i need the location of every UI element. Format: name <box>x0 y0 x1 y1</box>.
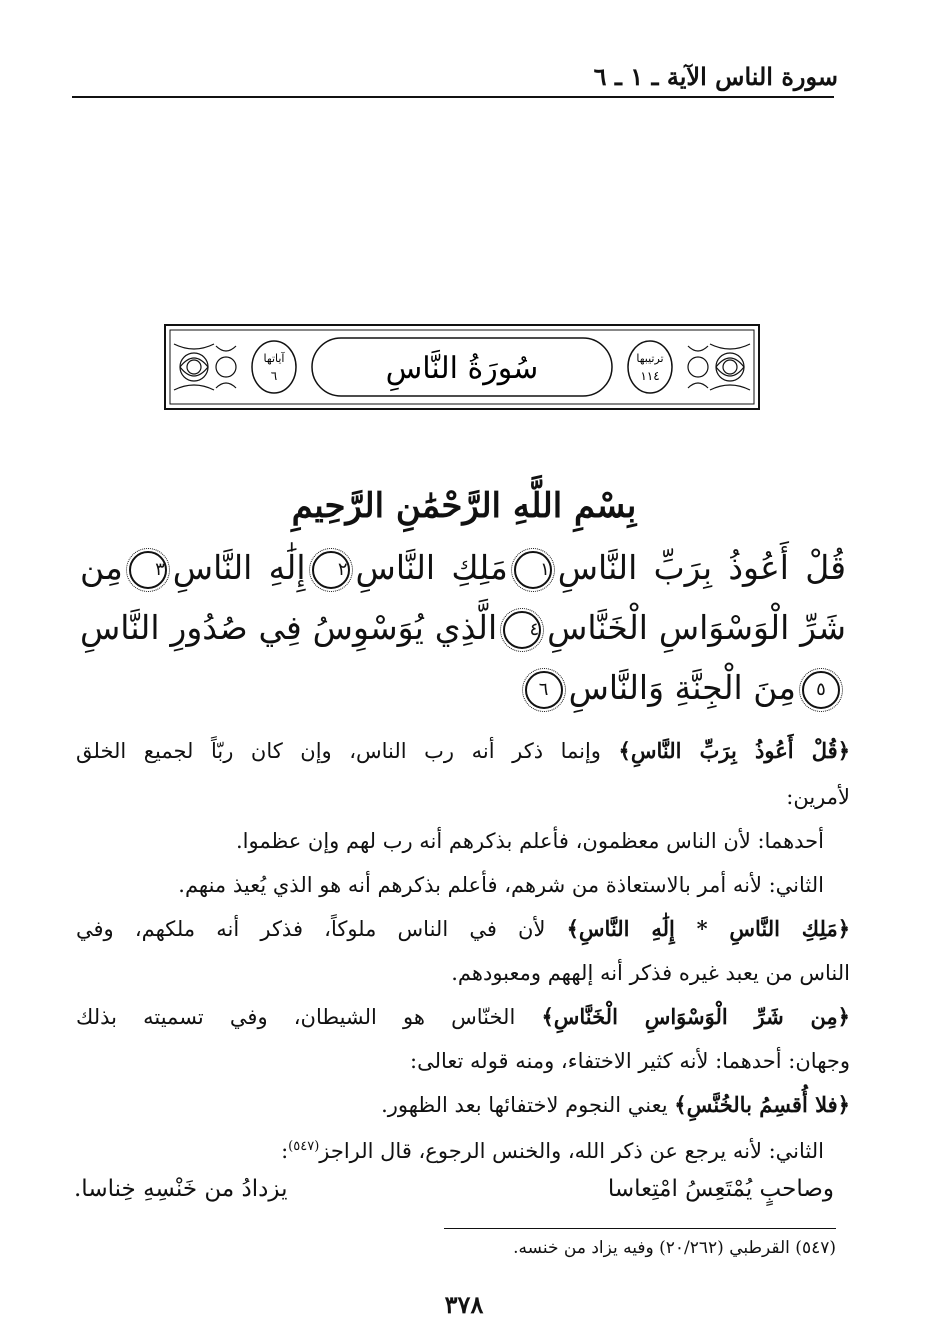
poem-hemistich-1: وصاحبٍ يُمْتَعِسُ امْتِعاسا <box>607 1176 834 1202</box>
verse-text: مَلِكِ النَّاسِ <box>355 548 508 587</box>
verse-line-2 <box>80 608 846 649</box>
quran-quote: ﴿فلا أُقسِمُ بالخُنَّسِ﴾ <box>674 1092 850 1117</box>
tafsir-line: الناس من يعبد غيره فذكر أنه إلههم ومعبودهم. <box>451 961 850 985</box>
tafsir-line <box>381 1090 850 1120</box>
running-header: سورة الناس الآية ـ ١ ـ ٦ <box>593 62 838 91</box>
tafsir-line: الثاني: لأنه أمر بالاستعاذة من شرهم، فأعلم بذكرهم أنه هو الذي يُعيذ منهم. <box>178 873 824 897</box>
ayah-number-6: ٦ <box>525 671 563 709</box>
tafsir-line: لأمرين: <box>786 785 850 809</box>
order-number: ١١٤ <box>640 369 660 383</box>
quran-quote: ﴿مِن شَرِّ الْوَسْوَاسِ الْخَنَّاسِ﴾ <box>541 1004 850 1029</box>
verses-label: آياتها <box>263 352 285 365</box>
quran-quote: ﴿قُلْ أَعُوذُ بِرَبِّ النَّاسِ﴾ <box>618 738 850 763</box>
ornament-left <box>174 344 236 390</box>
ayah-number-3: ٣ <box>129 551 167 589</box>
verse-text: مِنَ الْجِنَّةِ وَالنَّاسِ <box>568 668 796 707</box>
tafsir-line <box>76 736 850 766</box>
tafsir-text: الثاني: لأنه يرجع عن ذكر الله، والخنس الرجوع، قال الراجز <box>319 1139 824 1163</box>
verse-line-1 <box>80 548 846 589</box>
ayah-number-2: ٢ <box>312 551 350 589</box>
tafsir-text: وإنما ذكر أنه رب الناس، وإن كان ربّاً لجميع الخلق <box>76 739 619 763</box>
surah-banner <box>164 324 760 410</box>
tafsir-text: الخنّاس هو الشيطان، وفي تسميته بذلك <box>76 1005 542 1029</box>
tafsir-line <box>281 1132 824 1166</box>
poem-hemistich-2: يزدادُ من خَنْسِهِ خِناسا. <box>74 1176 288 1202</box>
tafsir-text: لأن في الناس ملوكاً، فذكر أنه ملكهم، وفي <box>76 917 567 941</box>
basmala: بِسْمِ اللَّهِ الرَّحْمَٰنِ الرَّحِيمِ <box>291 486 637 526</box>
header-rule <box>72 96 834 98</box>
tafsir-text: يعني النجوم لاختفائها بعد الظهور. <box>381 1093 675 1117</box>
ayah-number-4: ٤ <box>503 611 541 649</box>
ornament-right <box>688 344 750 390</box>
verse-text: الَّذِي يُوَسْوِسُ فِي صُدُورِ النَّاسِ <box>80 608 498 647</box>
order-label: ترتيبها <box>636 352 664 365</box>
ayah-number-1: ١ <box>514 551 552 589</box>
tafsir-line: أحدهما: لأن الناس معظمون، فأعلم بذكرهم أنه رب لهم وإن عظموا. <box>235 829 824 853</box>
verse-text: مِن <box>80 548 123 587</box>
verse-line-3 <box>519 668 846 709</box>
page-number: ٣٧٨ <box>444 1290 484 1319</box>
tafsir-line: وجهان: أحدهما: لأنه كثير الاختفاء، ومنه قوله تعالى: <box>410 1049 850 1073</box>
verse-text: قُلْ أَعُوذُ بِرَبِّ النَّاسِ <box>557 548 846 587</box>
tafsir-line <box>76 1002 850 1032</box>
footnote-rule <box>444 1228 836 1229</box>
verse-text: شَرِّ الْوَسْوَاسِ الْخَنَّاسِ <box>547 608 846 647</box>
verses-number: ٦ <box>270 369 278 383</box>
poem-line <box>74 1172 834 1212</box>
quran-quote: ﴿مَلِكِ النَّاسِ * إِلَٰهِ النَّاسِ﴾ <box>566 916 851 941</box>
ayah-number-5: ٥ <box>802 671 840 709</box>
surah-title: سُورَةُ النَّاسِ <box>385 351 539 386</box>
footnote: (٥٤٧) القرطبي (٢٠/٢٦٢) وفيه يزاد من خنسه. <box>513 1238 836 1258</box>
tafsir-text: : <box>281 1139 289 1163</box>
verse-text: إِلَٰهِ النَّاسِ <box>172 548 306 587</box>
tafsir-line <box>76 914 850 944</box>
footnote-ref: (٥٤٧) <box>288 1139 320 1154</box>
